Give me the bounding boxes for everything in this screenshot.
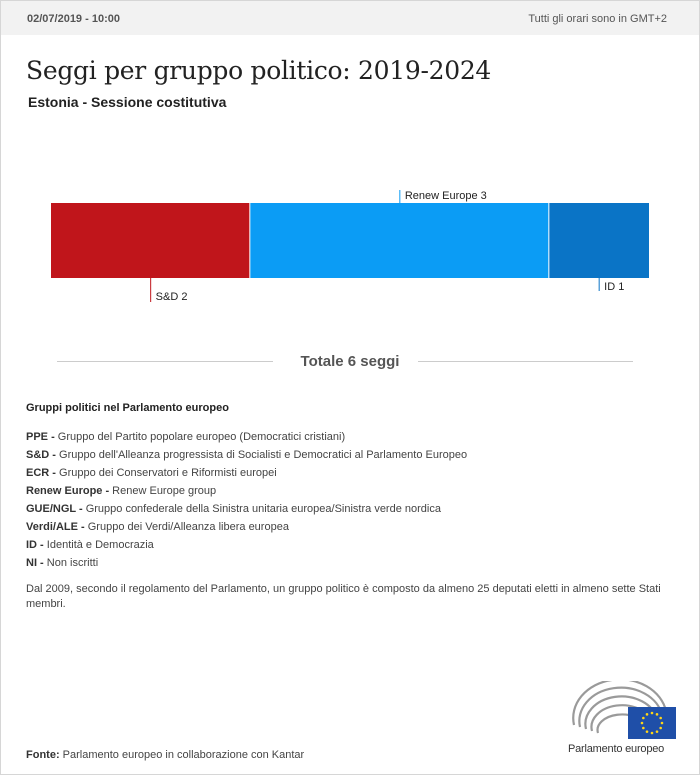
group-name: Non iscritti — [43, 557, 99, 569]
group-abbr: GUE/NGL - — [26, 503, 83, 515]
group-name: Gruppo del Partito popolare europeo (Democratici cristiani) — [54, 431, 346, 443]
bar-segment — [250, 203, 548, 278]
group-name: Renew Europe group — [109, 485, 217, 497]
source-line — [26, 749, 304, 761]
chart-subtitle: Estonia - Sessione costitutiva — [28, 94, 227, 110]
eu-star-icon — [659, 717, 662, 720]
group-abbr: Renew Europe - — [26, 485, 110, 497]
group-abbr: PPE - — [26, 431, 55, 443]
group-item — [26, 536, 467, 554]
eu-star-icon — [651, 712, 654, 715]
eu-star-icon — [646, 730, 649, 733]
top-bar — [1, 1, 699, 35]
group-abbr: ECR - — [26, 467, 56, 479]
timestamp: 02/07/2019 - 10:00 — [27, 13, 120, 25]
total-divider-right — [418, 361, 633, 362]
eu-star-icon — [642, 727, 645, 730]
total-seats: Totale 6 seggi — [300, 353, 400, 370]
group-abbr: Verdi/ALE - — [26, 521, 85, 533]
group-item — [26, 428, 467, 446]
group-item — [26, 464, 467, 482]
group-abbr: NI - — [26, 557, 44, 569]
groups-heading: Gruppi politici nel Parlamento europeo — [26, 402, 229, 414]
group-name: Identità e Democrazia — [43, 539, 154, 551]
rule-note: Dal 2009, secondo il regolamento del Parlamento, un gruppo politico è composto da almeno 25 deputati eletti in almeno sette Stati membri. — [26, 583, 661, 610]
groups-list — [26, 428, 467, 572]
eu-star-icon — [656, 730, 659, 733]
eu-star-icon — [661, 722, 664, 725]
group-item — [26, 446, 467, 464]
bar-label: ID 1 — [604, 281, 625, 293]
group-abbr: ID - — [26, 539, 44, 551]
bar-segment — [549, 203, 649, 278]
eu-star-icon — [646, 713, 649, 716]
bar-segment — [51, 203, 249, 278]
seat-bar-chart — [0, 180, 700, 310]
eu-star-icon — [656, 713, 659, 716]
group-abbr: S&D - — [26, 449, 56, 461]
source-label: Fonte: — [26, 749, 60, 761]
group-name: Gruppo dei Verdi/Alleanza libera europea — [84, 521, 289, 533]
eu-star-icon — [659, 727, 662, 730]
group-item — [26, 482, 467, 500]
group-item — [26, 554, 467, 572]
eu-star-icon — [651, 732, 654, 735]
group-name: Gruppo confederale della Sinistra unitaria europea/Sinistra verde nordica — [82, 503, 441, 515]
logo-text: Parlamento europeo — [568, 743, 665, 755]
group-item — [26, 518, 467, 536]
bar-label: S&D 2 — [155, 291, 188, 303]
group-name: Gruppo dell'Alleanza progressista di Socialisti e Democratici al Parlamento Europeo — [55, 449, 468, 461]
timezone-note: Tutti gli orari sono in GMT+2 — [528, 13, 667, 25]
eu-star-icon — [641, 722, 644, 725]
source-text: Parlamento europeo in collaborazione con Kantar — [62, 749, 305, 761]
group-item — [26, 500, 467, 518]
group-name: Gruppo dei Conservatori e Riformisti europei — [55, 467, 277, 479]
eu-star-icon — [642, 717, 645, 720]
chart-title: Seggi per gruppo politico: 2019-2024 — [26, 56, 492, 85]
bar-label: Renew Europe 3 — [404, 190, 487, 202]
